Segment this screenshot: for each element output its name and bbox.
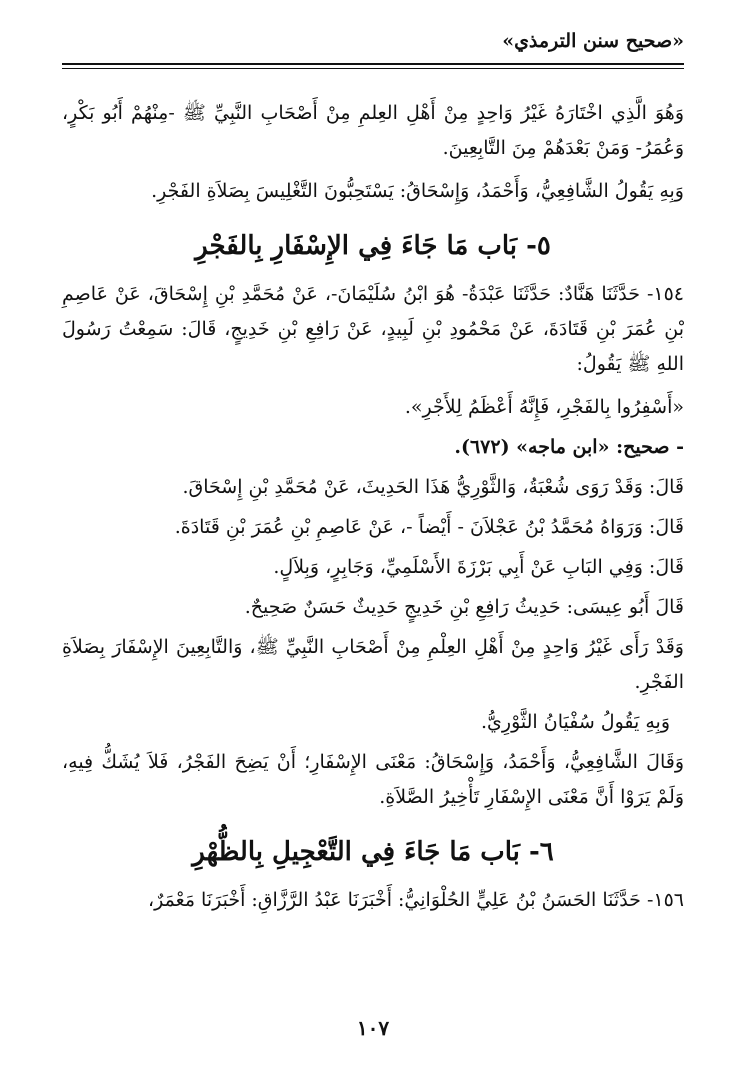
chapter-heading-6: ٦- بَاب مَا جَاءَ فِي التَّعْجِيلِ بِالظُّهْرِ (192, 837, 554, 867)
paragraph-thawri: وَبِهِ يَقُولُ سُفْيَانُ الثَّوْرِيُّ. (481, 711, 670, 733)
chapter-heading-5: ٥- بَاب مَا جَاءَ فِي الإِسْفَارِ بِالفَجْرِ (195, 231, 551, 261)
paragraph-taghlis: وَبِهِ يَقُولُ الشَّافِعِيُّ، وَأَحْمَدُ، وَإِسْحَاقُ: يَسْتَحِبُّونَ التَّغْلِيسَ بِصَلاَةِ الفَجْرِ. (151, 180, 684, 202)
abu-isa-ruling: قَالَ أَبُو عِيسَى: حَدِيثُ رَافِعِ بْنِ خَدِيجٍ حَدِيثٌ حَسَنٌ صَحِيحٌ. (244, 596, 684, 618)
page-number: ١٠٧ (356, 1016, 390, 1040)
hadith-156-isnad: ١٥٦- حَدَّثَنَا الحَسَنُ بْنُ عَلِيٍّ الحُلْوَانِيُّ: أَخْبَرَنَا عَبْدُ الرَّزَّاقِ: أَخْبَرَنَا مَعْمَرٌ، (148, 889, 684, 911)
note-fil-bab: قَالَ: وَفِي البَابِ عَنْ أَبِي بَرْزَةَ الأَسْلَمِيِّ، وَجَابِرٍ، وَبِلاَلٍ. (273, 556, 684, 578)
paragraph-chosen-view: وَهُوَ الَّذِي اخْتَارَهُ غَيْرُ وَاحِدٍ مِنْ أَهْلِ العِلمِ مِنْ أَصْحَابِ النَّبِيِّ ﷺ -مِنْهُمْ أَبُو بَكْرٍ، وَعُمَرُ- وَمَنْ بَعْدَهُمْ مِنَ التَّابِعِينَ. (62, 102, 684, 159)
header-rule-thick (62, 63, 684, 65)
running-title: «صحيح سنن الترمذي» (502, 30, 684, 52)
paragraph-isfar-view: وَقَدْ رَأَى غَيْرُ وَاحِدٍ مِنْ أَهْلِ العِلْمِ مِنْ أَصْحَابِ النَّبِيِّ ﷺ، وَالتَّابِعِينَ الإِسْفَارَ بِصَلاَةِ الفَجْرِ. (62, 636, 684, 693)
hadith-154-grade: - صحيح: «ابن ماجه» (٦٧٢). (454, 436, 684, 458)
hadith-154-matn: «أَسْفِرُوا بِالفَجْرِ، فَإِنَّهُ أَعْظَمُ لِلأَجْرِ». (404, 396, 684, 418)
header-rule-thin (62, 68, 684, 69)
note-ibn-ajlan: قَالَ: وَرَوَاهُ مُحَمَّدُ بْنُ عَجْلاَنَ - أَيْضاً -، عَنْ عَاصِمِ بْنِ عُمَرَ بْنِ قَتَادَةَ. (174, 516, 684, 538)
hadith-154-isnad: ١٥٤- حَدَّثَنَا هَنَّادٌ: حَدَّثَنَا عَبْدَةُ- هُوَ ابْنُ سُلَيْمَانَ-، عَنْ مُحَمَّدِ بْنِ إِسْحَاقَ، عَنْ عَاصِمِ بْنِ عُمَرَ بْنِ قَتَادَةَ، عَنْ مَحْمُودِ بْنِ لَبِيدٍ، عَنْ رَافِعِ بْنِ خَدِيجٍ، قَالَ: سَمِعْتُ رَسُولَ اللهِ ﷺ يَقُولُ: (62, 283, 684, 375)
paragraph-meaning-isfar: وَقَالَ الشَّافِعِيُّ، وَأَحْمَدُ، وَإِسْحَاقُ: مَعْنَى الإِسْفَارِ؛ أَنْ يَضِحَ الفَجْرُ، فَلاَ يُشَكُّ فِيهِ، وَلَمْ يَرَوْا أَنَّ مَعْنَى الإِسْفَارِ تَأْخِيرُ الصَّلاَةِ. (62, 751, 684, 808)
note-shuba-thawri: قَالَ: وَقَدْ رَوَى شُعْبَةُ، وَالثَّوْرِيُّ هَذَا الحَدِيثَ، عَنْ مُحَمَّدِ بْنِ إِسْحَاقَ. (182, 476, 684, 498)
page-body (62, 96, 684, 926)
